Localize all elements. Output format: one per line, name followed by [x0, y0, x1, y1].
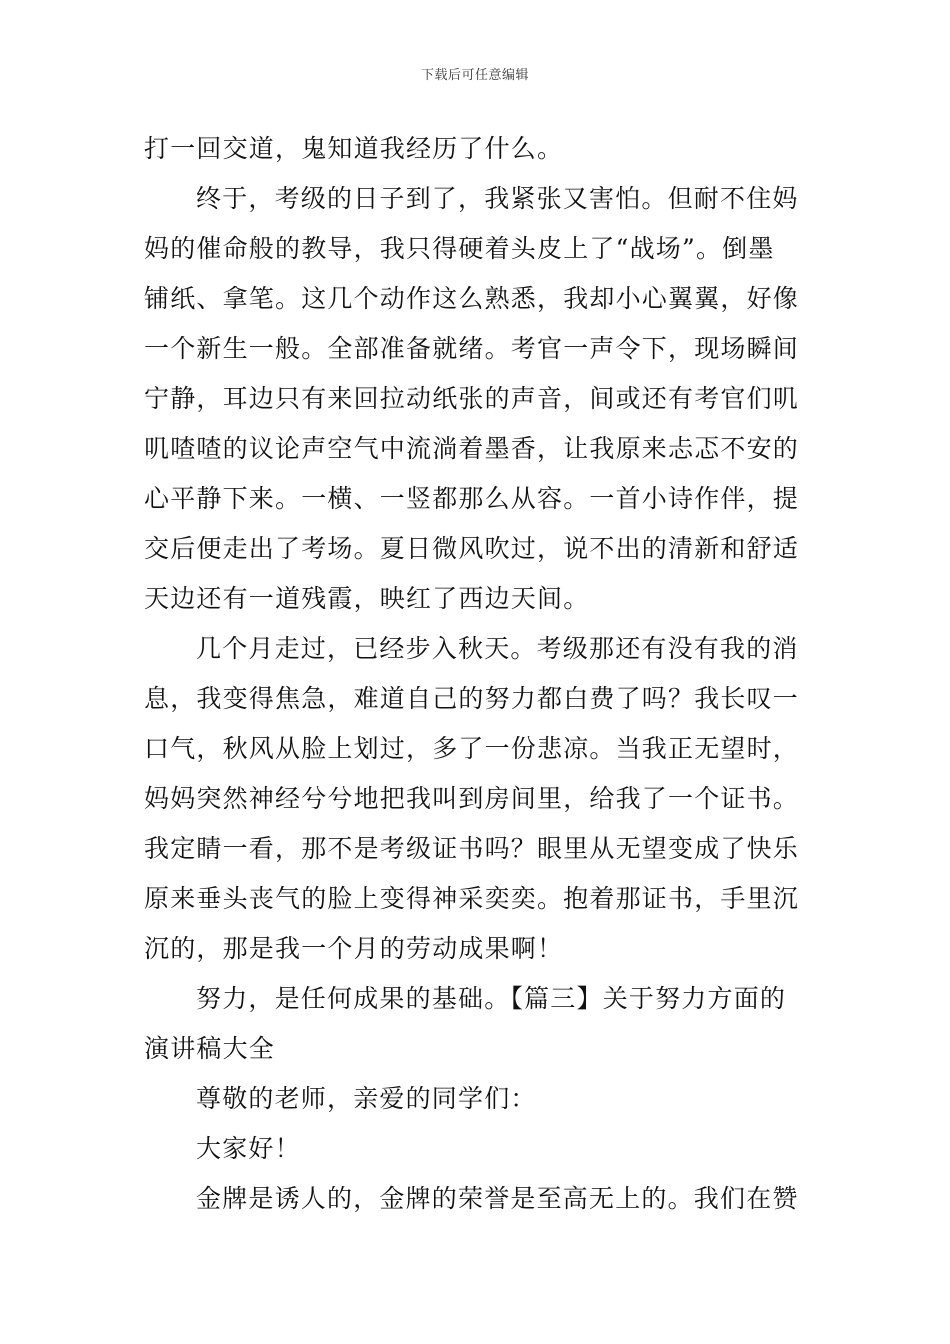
text-line: 叽喳喳的议论声空气中流淌着墨香，让我原来忐忑不安的 [144, 434, 800, 463]
section-heading-line: 演讲稿大全 [144, 1034, 276, 1063]
page-header: 下载后可任意编辑 [420, 68, 529, 83]
text-line: 铺纸、拿笔。这几个动作这么熟悉，我却小心翼翼，好像 [144, 284, 800, 313]
text-line: 几个月走过，已经步入秋天。考级那还有没有我的消 [196, 634, 799, 663]
text-line: 宁静，耳边只有来回拉动纸张的声音，间或还有考官们叽 [144, 384, 800, 413]
text-line: 终于，考级的日子到了，我紧张又害怕。但耐不住妈 [196, 184, 799, 213]
text-line: 天边还有一道残霞，映红了西边天间。 [144, 584, 590, 613]
salutation: 尊敬的老师，亲爱的同学们： [196, 1084, 537, 1113]
text-line: 妈妈突然神经兮兮地把我叫到房间里，给我了一个证书。 [144, 784, 800, 813]
text-line: 交后便走出了考场。夏日微风吹过，说不出的清新和舒适 [144, 534, 800, 563]
text-line: 我定睛一看，那不是考级证书吗？眼里从无望变成了快乐 [144, 834, 800, 863]
text-line: 沉的，那是我一个月的劳动成果啊！ [144, 934, 564, 963]
document-body [144, 124, 806, 1224]
text-line: 原来垂头丧气的脸上变得神采奕奕。抱着那证书，手里沉 [144, 884, 800, 913]
text-line: 一个新生一般。全部准备就绪。考官一声令下，现场瞬间 [144, 334, 800, 363]
greeting: 大家好！ [196, 1134, 301, 1163]
text-line: 妈的催命般的教导，我只得硬着头皮上了“战场”。倒墨 [144, 234, 775, 263]
text-line: 口气，秋风从脸上划过，多了一份悲凉。当我正无望时， [144, 734, 800, 763]
text-line: 息，我变得焦急，难道自己的努力都白费了吗？我长叹一 [144, 684, 800, 713]
text-line: 打一回交道，鬼知道我经历了什么。 [144, 134, 564, 163]
section-heading-line: 努力，是任何成果的基础。【篇三】关于努力方面的 [196, 984, 787, 1013]
text-line: 金牌是诱人的，金牌的荣誉是至高无上的。我们在赞 [196, 1184, 799, 1213]
text-line: 心平静下来。一横、一竖都那么从容。一首小诗作伴，提 [144, 484, 800, 513]
